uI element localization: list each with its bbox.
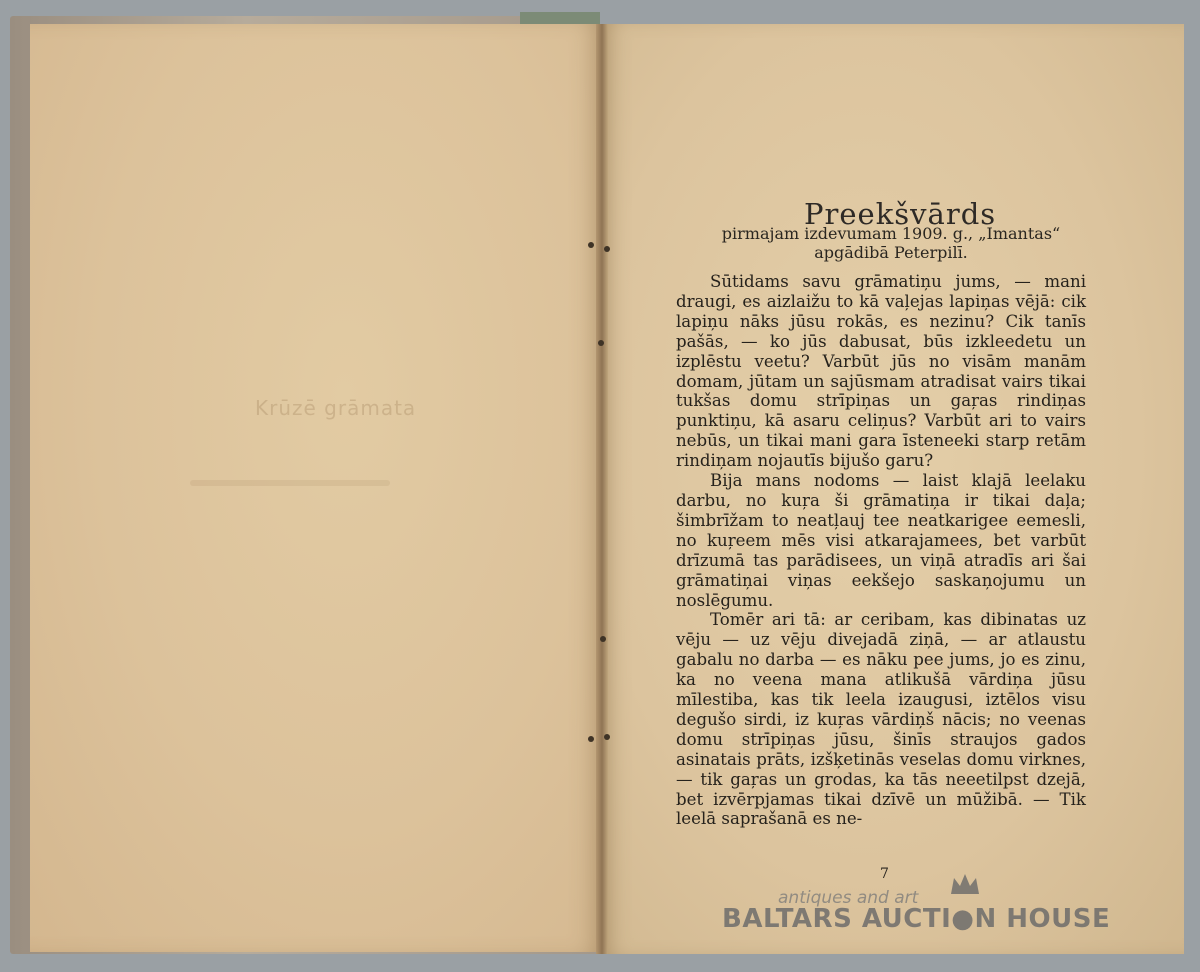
stitch-hole bbox=[588, 736, 594, 742]
watermark-tagline: antiques and art bbox=[778, 888, 919, 908]
watermark-brand: BALTARS AUCTI●N HOUSE bbox=[722, 904, 1111, 934]
preface-heading: Preekšvārds bbox=[804, 197, 997, 232]
preface-subtitle bbox=[688, 224, 1094, 262]
crown-icon bbox=[948, 872, 982, 898]
stitch-hole bbox=[598, 340, 604, 346]
preface-body bbox=[676, 272, 1086, 829]
stitch-hole bbox=[588, 242, 594, 248]
bleed-through-line bbox=[190, 480, 390, 486]
stitch-hole bbox=[600, 636, 606, 642]
left-page bbox=[30, 24, 602, 952]
subtitle-line-1: pirmajam izdevumam 1909. g., „Imantas“ bbox=[721, 224, 1061, 243]
bleed-through-title: Krūzē grāmata bbox=[255, 396, 417, 420]
paragraph: Bija mans nodoms — laist klajā leelaku darbu, no kuŗa ši grāmatiņa ir tikai daļa; šimbrīžam to neatļauj tee neatkarigee eemesli, no kuŗeem mēs visi atkarajamees, bet varbūt drīzumā tas parādisees, un viņā atradīs ari šai grāmatiņai viņas eekšejo saskaņojumu un noslēgumu. bbox=[676, 471, 1086, 610]
paragraph: Sūtidams savu grāmatiņu jums, — mani draugi, es aizlaižu to kā vaļejas lapiņas vējā: cik lapiņu nāks jūsu rokās, es nezinu? Cik tanīs pašās, — ko jūs dabusat, būs izkleedetu un izplēstu veetu? Varbūt jūs no visām manām domam, jūtam un sajūsmam atradisat vairs tikai tukšas domu strīpiņas un gaŗas rindiņas punktiņu, kā asaru celiņus? Varbūt ari to vairs nebūs, un tikai mani gara īsteneeki starp retām rindiņam nojautīs bijušo garu? bbox=[676, 272, 1086, 471]
page-number: 7 bbox=[880, 866, 889, 882]
book-gutter bbox=[596, 24, 608, 954]
subtitle-line-2: apgādibā Peterpilī. bbox=[814, 243, 968, 262]
stitch-hole bbox=[604, 246, 610, 252]
stitch-hole bbox=[604, 734, 610, 740]
paragraph: Tomēr ari tā: ar ceribam, kas dibinatas uz vēju — uz vēju divejadā ziņā, — ar atlaustu gabalu no darba — es nāku pee jums, jo es zinu, ka no veena mana atlikušā vārdiņa jūsu mīlestiba, kas tik leela izaugusi, iztēlos visu degušo sirdi, iz kuŗas vārdiņš nācis; no veenas domu strīpiņas jūsu, šinīs straujos gados asinatais prāts, izšķetinās veselas domu virknes, — tik gaŗas un grodas, ka tās neeetilpst dzejā, bet izvērpjamas tikai dzīvē un mūžibā. — Tik leelā saprašanā es ne- bbox=[676, 610, 1086, 829]
